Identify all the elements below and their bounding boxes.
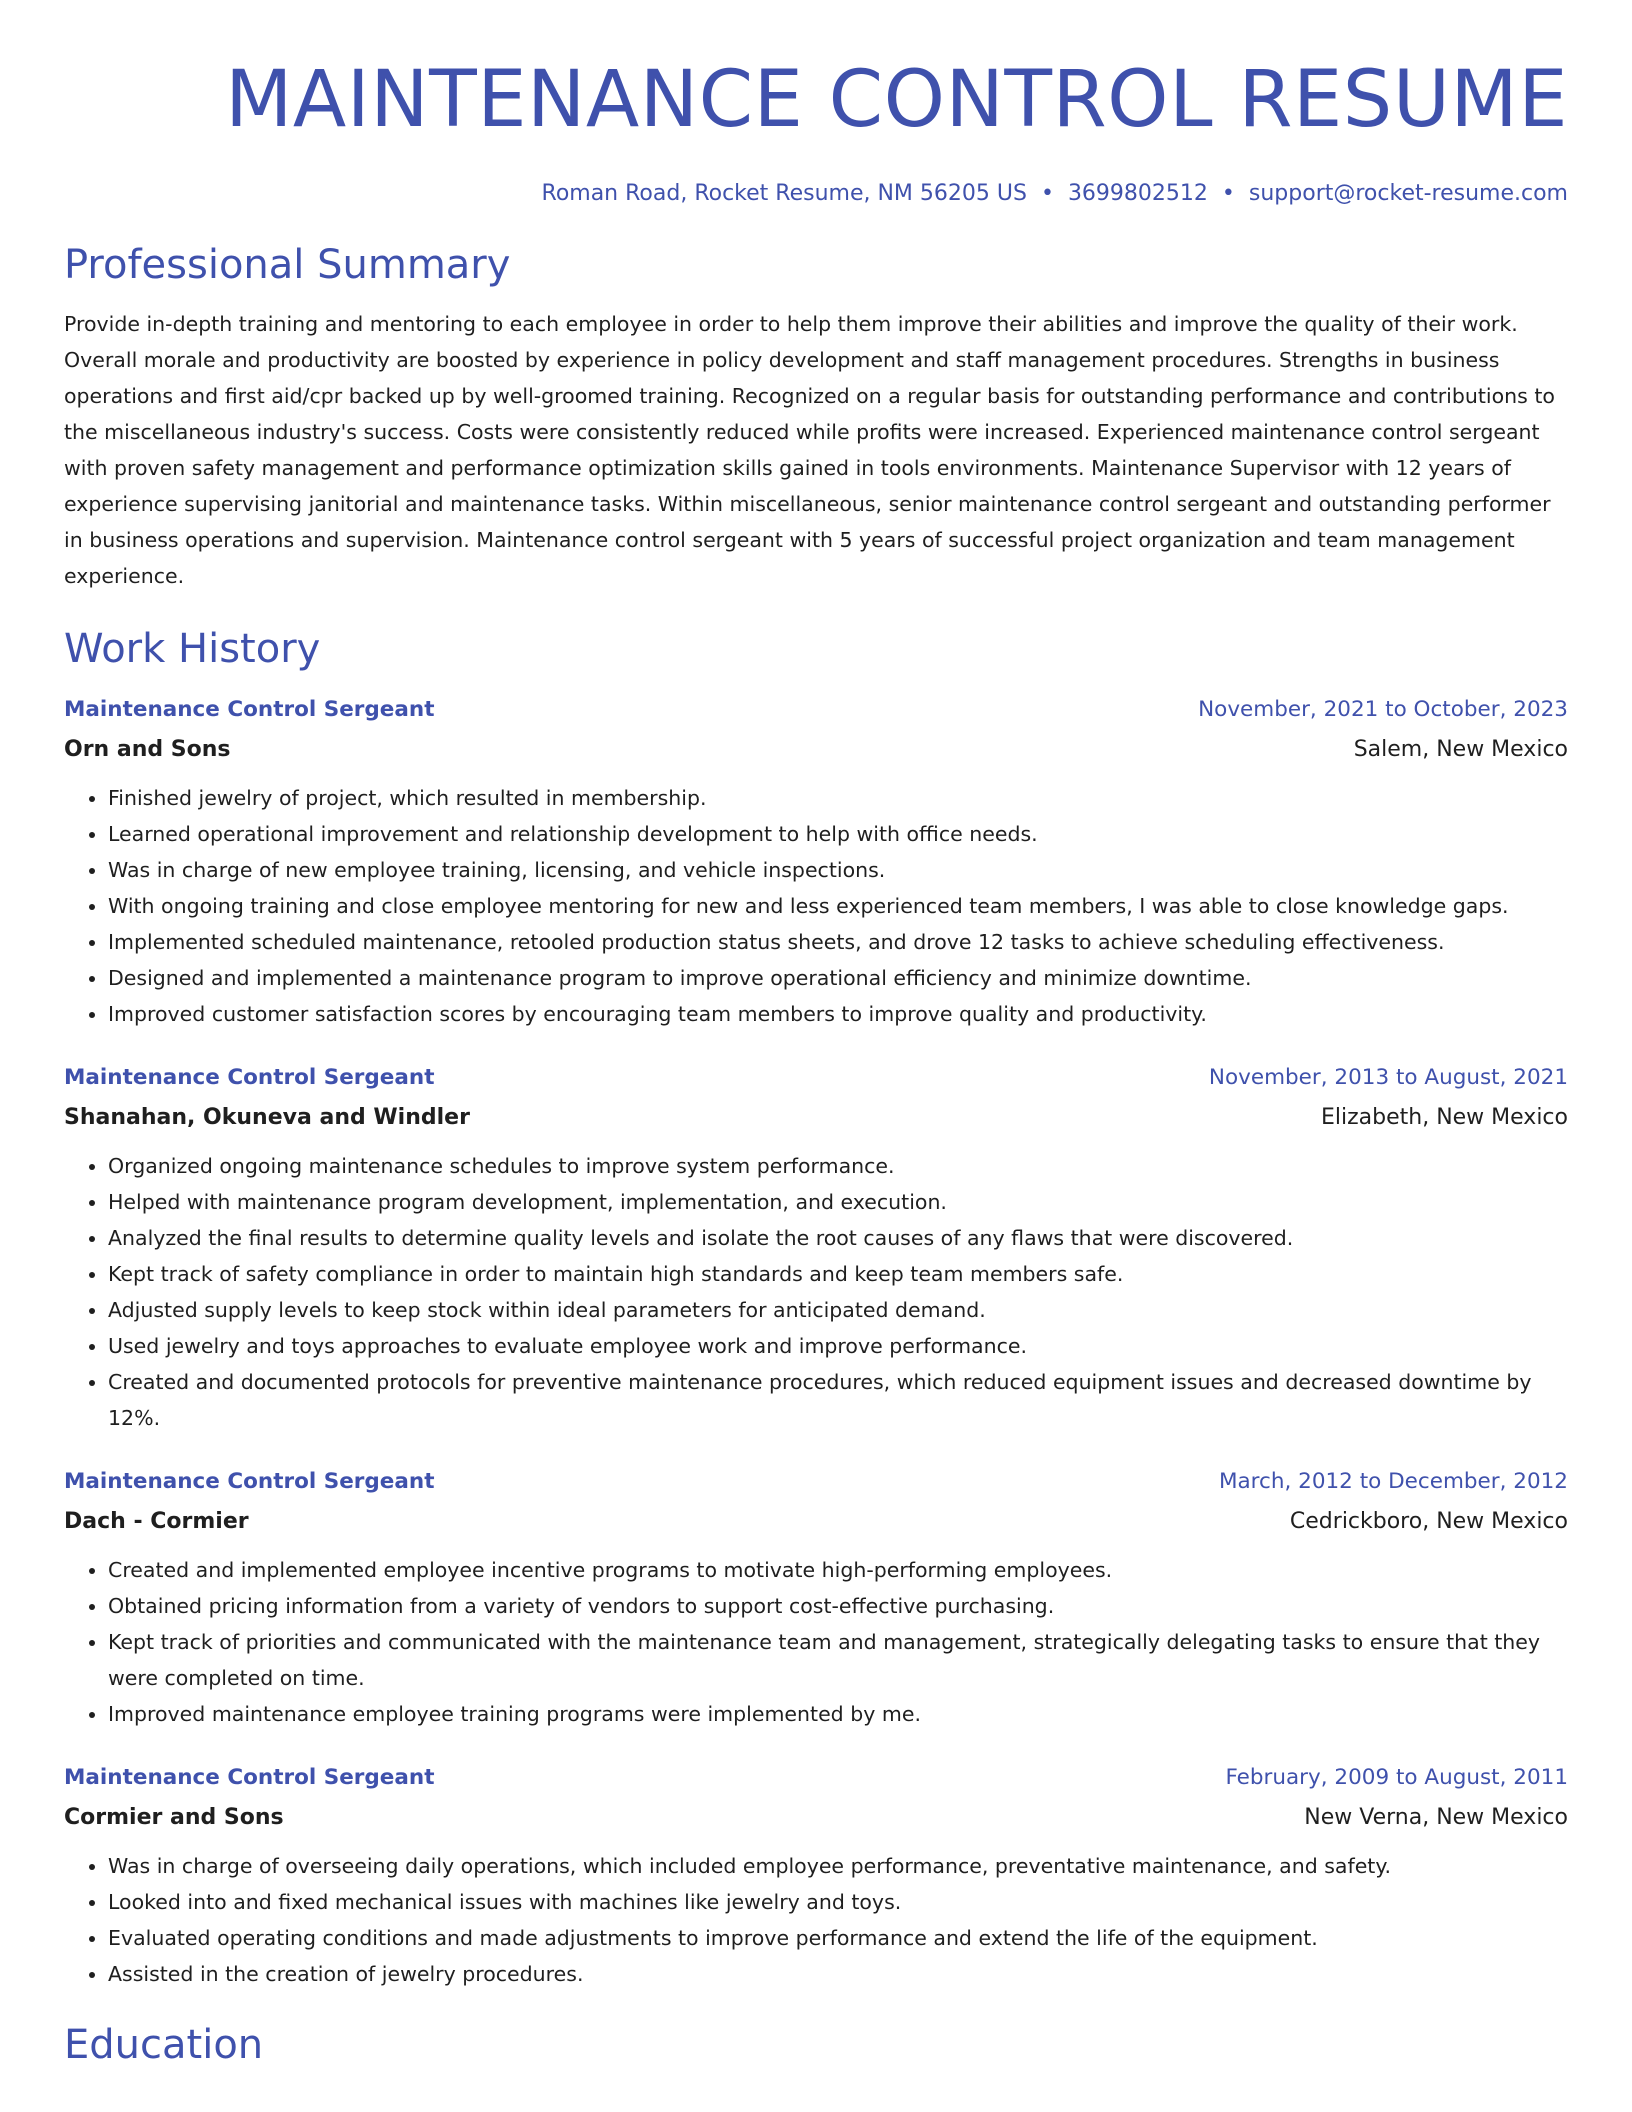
job-bullet: • Obtained pricing information from a variety of vendors to support cost-effective purchasing.: [108, 1588, 1568, 1624]
job-bullet: • With ongoing training and close employee mentoring for new and less experienced team members, I was able to close knowledge gaps.: [108, 888, 1568, 924]
job-company-row: [64, 730, 1568, 770]
job-bullets: [64, 1848, 1568, 1992]
contact-separator: •: [1221, 181, 1235, 206]
job-entry: [64, 1758, 1568, 1992]
resume-title: MAINTENANCE CONTROL RESUME: [225, 55, 1568, 145]
section-title-work-history: Work History: [64, 626, 321, 672]
job-company-row: [64, 1502, 1568, 1542]
contact-phone: 3699802512: [1067, 181, 1208, 206]
education-section: [64, 2018, 1568, 2072]
job-bullet: • Analyzed the final results to determine quality levels and isolate the root causes of any flaws that were discovered.: [108, 1220, 1568, 1256]
contact-email: support@rocket-resume.com: [1248, 181, 1568, 206]
job-company: Dach - Cormier: [64, 1509, 249, 1534]
job-bullet: • Adjusted supply levels to keep stock within ideal parameters for anticipated demand.: [108, 1292, 1568, 1328]
job-bullets: [64, 780, 1568, 1032]
job-company: Orn and Sons: [64, 737, 231, 762]
contact-address: Roman Road, Rocket Resume, NM 56205 US: [541, 181, 1027, 206]
work-history-section: [64, 622, 1568, 1992]
job-bullet: • Created and documented protocols for preventive maintenance procedures, which reduced equipment issues and decreased downtime by 12%.: [108, 1364, 1568, 1436]
job-bullet: • Learned operational improvement and relationship development to help with office needs.: [108, 816, 1568, 852]
job-bullet: • Organized ongoing maintenance schedules to improve system performance.: [108, 1148, 1568, 1184]
job-bullet: • Improved maintenance employee training programs were implemented by me.: [108, 1696, 1568, 1732]
job-title: Maintenance Control Sergeant: [64, 697, 435, 722]
job-bullet: • Designed and implemented a maintenance program to improve operational efficiency and minimize downtime.: [108, 960, 1568, 996]
job-location: Cedrickboro, New Mexico: [1289, 1509, 1568, 1534]
contact-separator: •: [1040, 181, 1054, 206]
job-company: Cormier and Sons: [64, 1805, 284, 1830]
job-bullet: • Created and implemented employee incentive programs to motivate high-performing employees.: [108, 1552, 1568, 1588]
job-title: Maintenance Control Sergeant: [64, 1065, 435, 1090]
job-location: Salem, New Mexico: [1353, 737, 1568, 762]
job-bullet: • Finished jewelry of project, which resulted in membership.: [108, 780, 1568, 816]
job-dates: November, 2013 to August, 2021: [1208, 1065, 1568, 1090]
job-entry: [64, 690, 1568, 1032]
job-header-row: [64, 1058, 1568, 1098]
job-bullet: • Implemented scheduled maintenance, retooled production status sheets, and drove 12 tasks to achieve scheduling effectiveness.: [108, 924, 1568, 960]
job-company: Shanahan, Okuneva and Windler: [64, 1105, 470, 1130]
section-title-summary: Professional Summary: [64, 242, 511, 288]
resume-header: [64, 52, 1568, 210]
job-bullet: • Kept track of priorities and communicated with the maintenance team and management, strategically delegating tasks to ensure that they were completed on time.: [108, 1624, 1568, 1696]
section-title-education: Education: [64, 2022, 264, 2068]
job-bullet: • Was in charge of overseeing daily operations, which included employee performance, preventative maintenance, and safety.: [108, 1848, 1568, 1884]
job-bullet: • Evaluated operating conditions and made adjustments to improve performance and extend the life of the equipment.: [108, 1920, 1568, 1956]
contact-line: [64, 178, 1568, 210]
job-entry: [64, 1058, 1568, 1436]
job-entry: [64, 1462, 1568, 1732]
job-dates: February, 2009 to August, 2011: [1225, 1765, 1568, 1790]
job-header-row: [64, 1758, 1568, 1798]
job-dates: November, 2021 to October, 2023: [1198, 697, 1568, 722]
job-bullets: [64, 1148, 1568, 1436]
job-header-row: [64, 690, 1568, 730]
job-bullet: • Was in charge of new employee training, licensing, and vehicle inspections.: [108, 852, 1568, 888]
job-location: Elizabeth, New Mexico: [1320, 1105, 1568, 1130]
job-bullet: • Used jewelry and toys approaches to evaluate employee work and improve performance.: [108, 1328, 1568, 1364]
job-dates: March, 2012 to December, 2012: [1218, 1469, 1568, 1494]
job-location: New Verna, New Mexico: [1304, 1805, 1568, 1830]
professional-summary-section: [64, 238, 1568, 594]
job-title: Maintenance Control Sergeant: [64, 1765, 435, 1790]
job-header-row: [64, 1462, 1568, 1502]
job-bullet: • Looked into and fixed mechanical issues with machines like jewelry and toys.: [108, 1884, 1568, 1920]
job-title: Maintenance Control Sergeant: [64, 1469, 435, 1494]
job-bullet: • Helped with maintenance program development, implementation, and execution.: [108, 1184, 1568, 1220]
job-bullet: • Kept track of safety compliance in order to maintain high standards and keep team members safe.: [108, 1256, 1568, 1292]
job-bullet: • Assisted in the creation of jewelry procedures.: [108, 1956, 1568, 1992]
job-bullet: • Improved customer satisfaction scores by encouraging team members to improve quality and productivity.: [108, 996, 1568, 1032]
job-company-row: [64, 1798, 1568, 1838]
summary-text: Provide in-depth training and mentoring to each employee in order to help them improve their abilities and improve the quality of their work. Overall morale and productivity are boosted by experience in policy development and staff management procedures. Strengths in business operations and first aid/cpr backed up by well-groomed training. Recognized on a regular basis for outstanding performance and contributions to the miscellaneous industry's success. Costs were consistently reduced while profits were increased. Experienced maintenance control sergeant with proven safety management and performance optimization skills gained in tools environments. Maintenance Supervisor with 12 years of experience supervising janitorial and maintenance tasks. Within miscellaneous, senior maintenance control sergeant and outstanding performer in business operations and supervision. Maintenance control sergeant with 5 years of successful project organization and team management experience.: [64, 312, 1555, 588]
job-bullets: [64, 1552, 1568, 1732]
job-company-row: [64, 1098, 1568, 1138]
